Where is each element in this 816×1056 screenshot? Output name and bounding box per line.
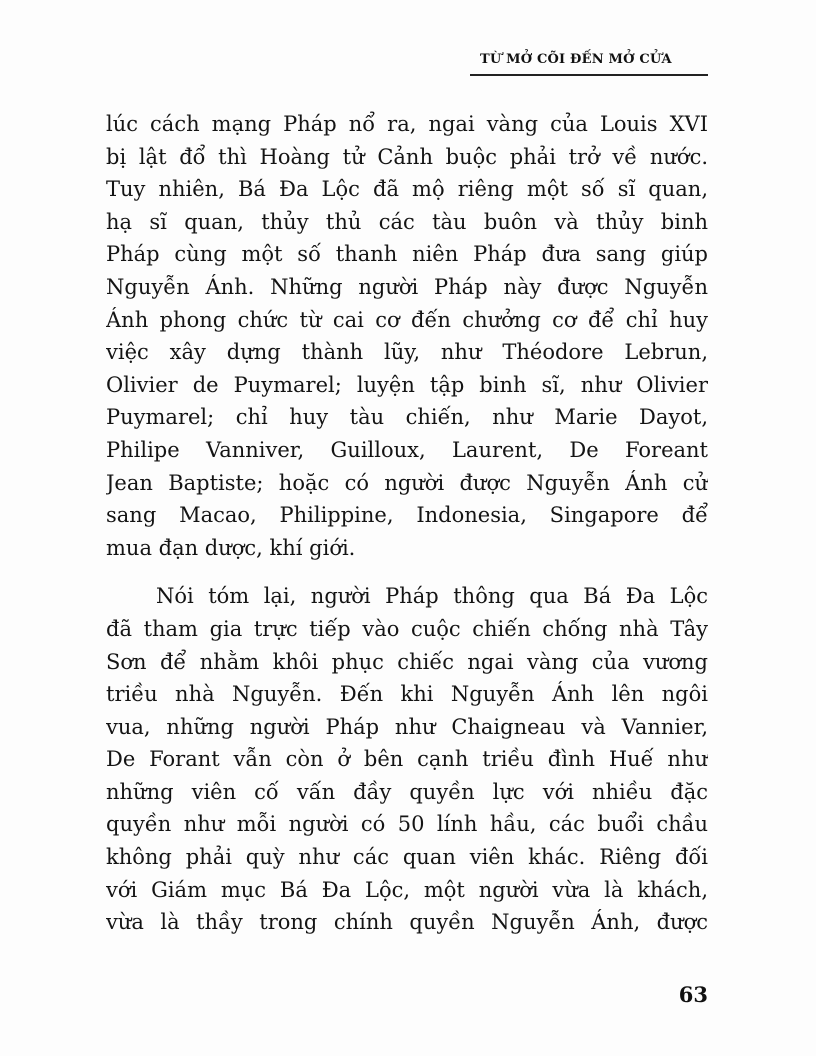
text-line: việc xây dựng thành lũy, như Théodore Lebrun, [106,340,708,365]
text-line: vừa là thầy trong chính quyền Nguyễn Ánh, được [106,910,708,935]
text-line: Puymarel; chỉ huy tàu chiến, như Marie Dayot, [106,405,708,430]
text-line: Tuy nhiên, Bá Đa Lộc đã mộ riêng một số sĩ quan, [106,177,708,202]
body-text [106,108,708,939]
text-line: vua, những người Pháp như Chaigneau và Vannier, [106,714,708,739]
page-number: 63 [678,982,708,1007]
paragraph-gap [106,564,708,580]
header-rule [470,74,708,76]
text-line: triều nhà Nguyễn. Đến khi Nguyễn Ánh lên ngôi [106,682,708,707]
text-line: lúc cách mạng Pháp nổ ra, ngai vàng của Louis XVI [106,112,708,136]
text-line: Nói tóm lại, người Pháp thông qua Bá Đa Lộc [156,584,708,609]
text-line: bị lật đổ thì Hoàng tử Cảnh buộc phải trở về nước. [106,144,708,169]
text-line: với Giám mục Bá Đa Lộc, một người vừa là khách, [106,877,708,902]
text-line: Philipe Vanniver, Guilloux, Laurent, De Foreant [106,437,708,462]
text-line: hạ sĩ quan, thủy thủ các tàu buôn và thủy binh [106,209,708,234]
text-line: Sơn để nhằm khôi phục chiếc ngai vàng của vương [106,649,708,674]
text-line: Olivier de Puymarel; luyện tập binh sĩ, như Olivier [106,372,708,397]
text-line: Ánh phong chức từ cai cơ đến chưởng cơ để chỉ huy [106,307,708,332]
text-line: những viên cố vấn đầy quyền lực với nhiều đặc [106,779,708,804]
text-line: không phải quỳ như các quan viên khác. Riêng đối [106,845,708,870]
text-line: mua đạn dược, khí giới. [106,535,356,560]
text-line: quyền như mỗi người có 50 lính hầu, các buổi chầu [106,812,708,837]
text-line: sang Macao, Philippine, Indonesia, Singapore để [106,503,708,528]
text-line: Pháp cùng một số thanh niên Pháp đưa sang giúp [106,242,708,267]
paragraph [106,580,708,939]
text-line: Nguyễn Ánh. Những người Pháp này được Nguyễn [106,274,708,299]
running-header-title: TỪ MỞ CÕI ĐẾN MỞ CỬA [480,52,672,67]
text-line: đã tham gia trực tiếp vào cuộc chiến chống nhà Tây [106,616,708,641]
paragraph [106,108,708,564]
text-line: De Forant vẫn còn ở bên cạnh triều đình Huế như [106,747,708,772]
text-line: Jean Baptiste; hoặc có người được Nguyễn Ánh cử [106,470,708,495]
